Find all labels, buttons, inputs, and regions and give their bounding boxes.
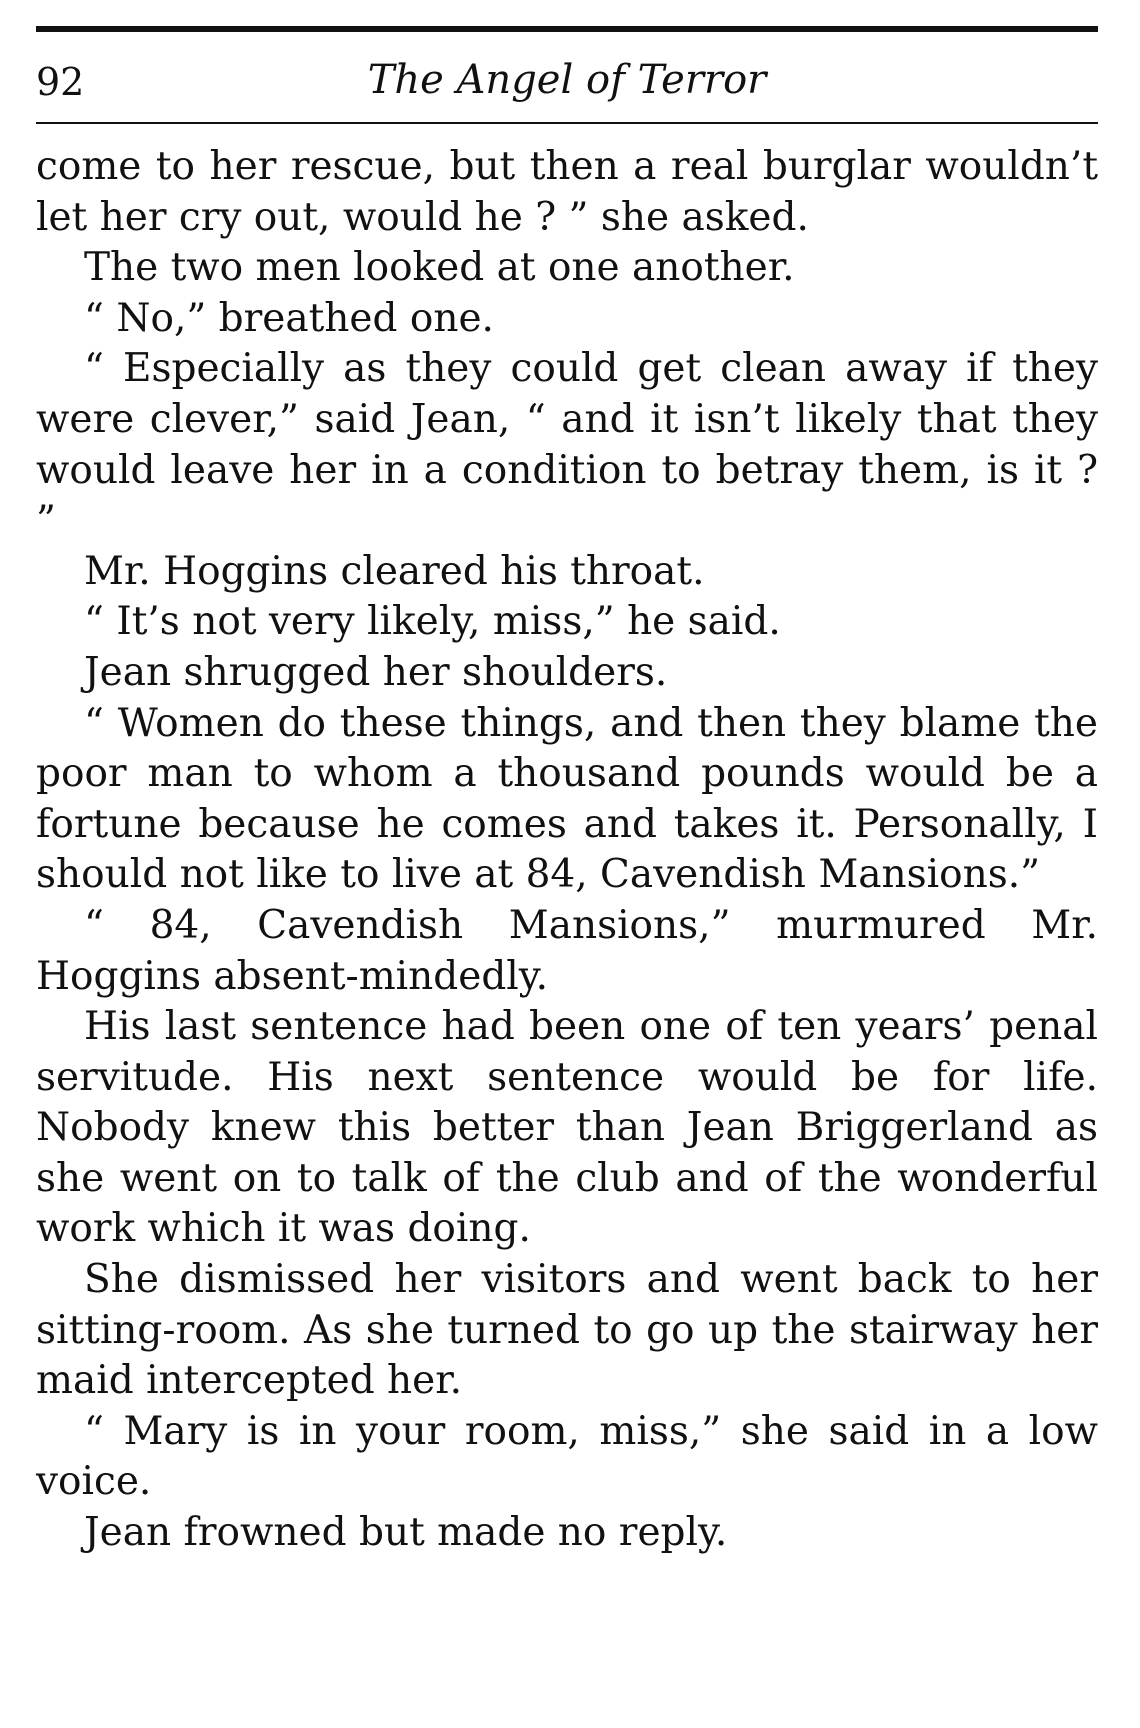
book-page: [36, 26, 1098, 1706]
header-rule: [36, 122, 1098, 124]
running-title: The Angel of Terror: [367, 57, 767, 103]
paragraph: “ It’s not very likely, miss,” he said.: [84, 599, 781, 645]
page-number: 92: [36, 60, 85, 104]
paragraph: “ Women do these things, and then they blame the poor man to whom a thousand pounds would be a fortune because he comes and takes it. Personally, I should not like to live at 84, Cavendish Mansions.”: [36, 700, 1098, 898]
body-text: [36, 142, 1098, 1559]
paragraph: Jean shrugged her shoulders.: [84, 649, 668, 695]
running-header: [36, 50, 1098, 110]
paragraph: The two men looked at one another.: [84, 245, 795, 291]
paragraph: “ 84, Cavendish Mansions,” murmured Mr. Hoggins absent-mindedly.: [36, 902, 1098, 999]
paragraph: come to her rescue, but then a real burglar wouldn’t let her cry out, would he ? ” she asked.: [36, 144, 1098, 240]
paragraph: She dismissed her visitors and went back to her sitting-room. As she turned to go up the stairway her maid intercepted her.: [36, 1257, 1098, 1404]
top-rule: [36, 26, 1098, 32]
paragraph: Mr. Hoggins cleared his throat.: [84, 548, 705, 594]
paragraph: “ Especially as they could get clean away if they were clever,” said Jean, “ and it isn’t likely that they would leave her in a condition to betray them, is it ? ”: [36, 346, 1098, 544]
paragraph: His last sentence had been one of ten years’ penal servitude. His next sentence would be for life. Nobody knew this better than Jean Briggerland as she went on to talk of the club and of the wonderful work which it was doing.: [36, 1004, 1098, 1252]
paragraph: Jean frowned but made no reply.: [84, 1510, 728, 1556]
paragraph: “ No,” breathed one.: [84, 295, 494, 341]
paragraph: “ Mary is in your room, miss,” she said in a low voice.: [36, 1408, 1098, 1505]
